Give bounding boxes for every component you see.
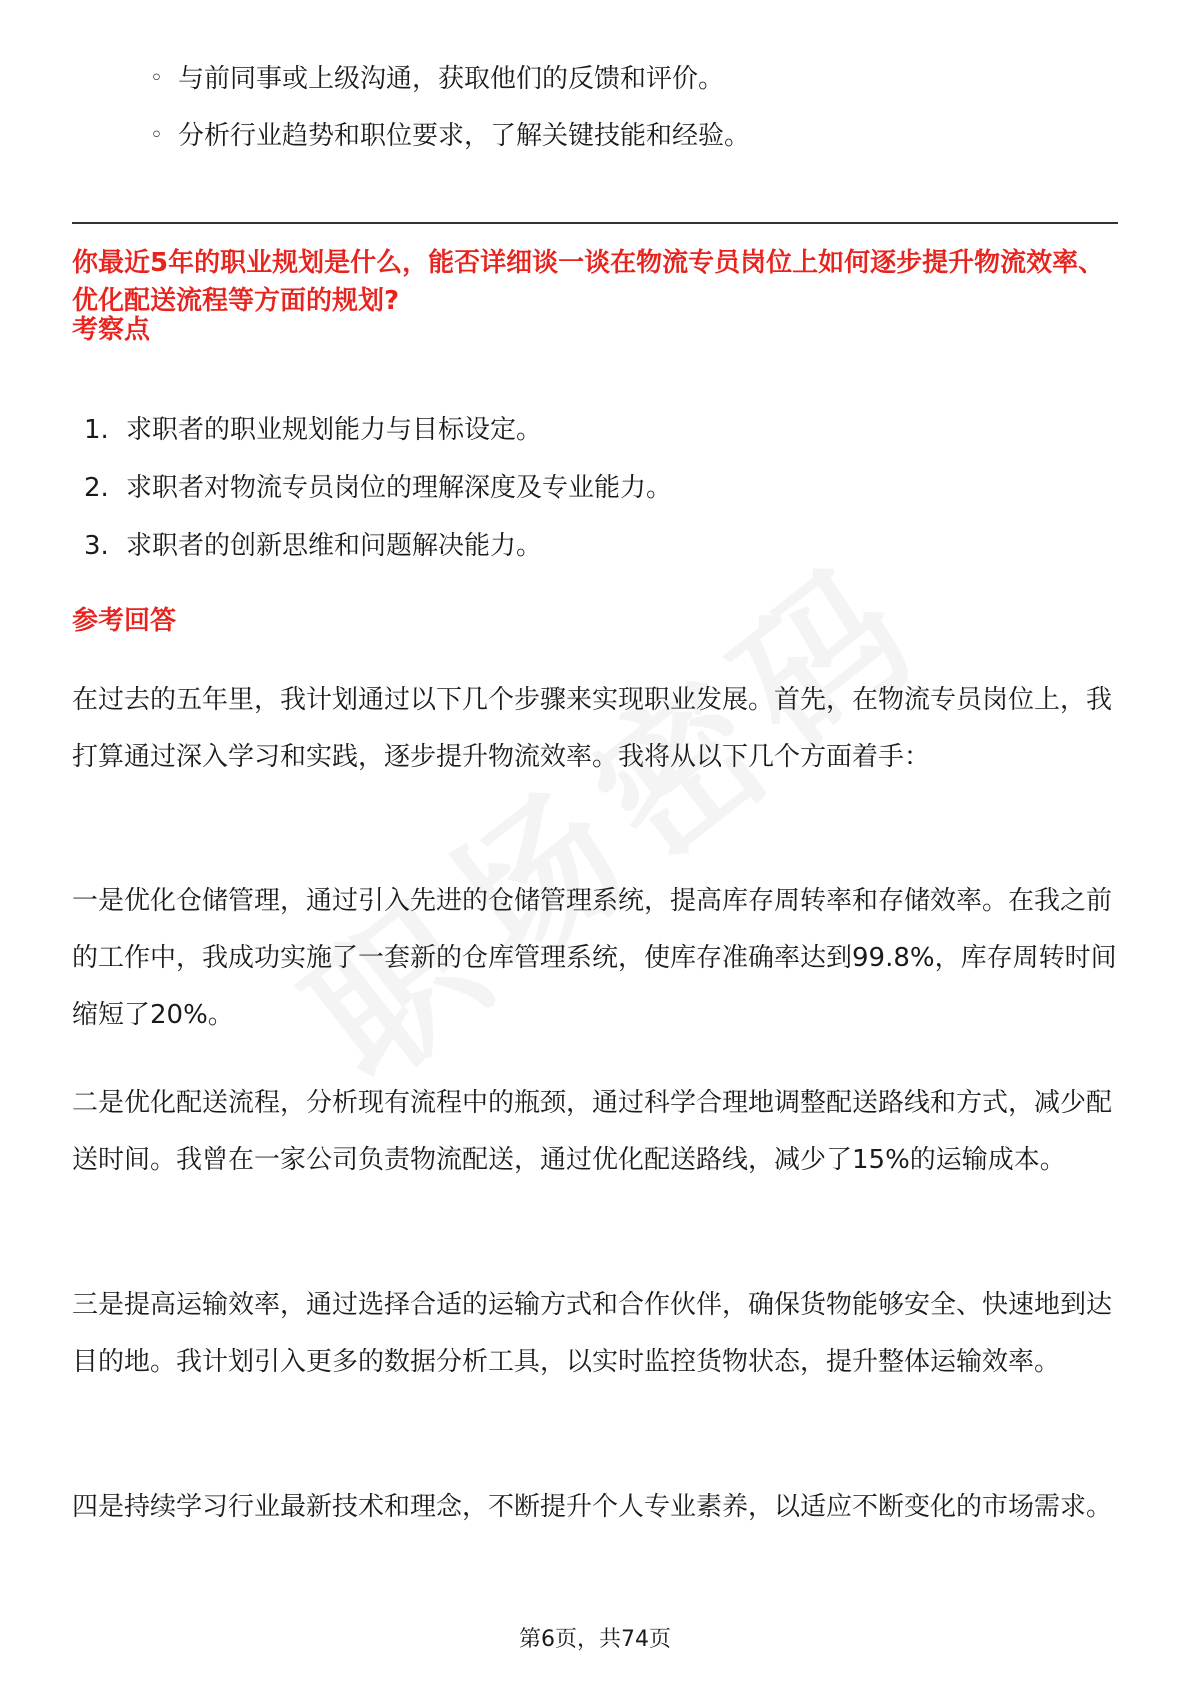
answer-paragraph: 一是优化仓储管理，通过引入先进的仓储管理系统，提高库存周转率和存储效率。在我之前的工作中，我成功实施了一套新的仓库管理系统，使库存准确率达到99.8%，库存周转时间缩短了20%。 [72,886,1117,1030]
section-heading-answer: 参考回答 [72,606,177,636]
bullet-marker-icon: ◦ [150,66,163,91]
answer-paragraph: 二是优化配送流程，分析现有流程中的瓶颈，通过科学合理地调整配送路线和方式，减少配送时间。我曾在一家公司负责物流配送，通过优化配送路线，减少了15%的运输成本。 [72,1088,1113,1175]
list-item [150,119,1110,153]
section-heading-points: 考察点 [72,315,151,345]
list-item-text: 求职者的职业规划能力与目标设定。 [126,415,543,445]
list-number: 3. [84,531,109,561]
bullet-list [150,62,1110,176]
list-number: 1. [84,415,109,445]
divider [72,222,1118,224]
list-item [84,413,672,447]
numbered-list [84,413,672,587]
list-item [84,529,672,563]
list-item-text: 求职者对物流专员岗位的理解深度及专业能力。 [126,473,673,503]
question-heading: 你最近5年的职业规划是什么，能否详细谈一谈在物流专员岗位上如何逐步提升物流效率、优化配送流程等方面的规划? [72,248,1105,316]
answer-paragraph: 在过去的五年里，我计划通过以下几个步骤来实现职业发展。首先，在物流专员岗位上，我打算通过深入学习和实践，逐步提升物流效率。我将从以下几个方面着手： [72,685,1113,772]
list-item [150,62,1110,96]
list-item-text: 与前同事或上级沟通，获取他们的反馈和评价。 [178,64,725,94]
list-item [84,471,672,505]
list-item-text: 求职者的创新思维和问题解决能力。 [126,531,543,561]
list-item-text: 分析行业趋势和职位要求，了解关键技能和经验。 [178,121,751,151]
page-number: 第6页，共74页 [519,1627,671,1652]
answer-paragraph: 四是持续学习行业最新技术和理念，不断提升个人专业素养，以适应不断变化的市场需求。 [72,1492,1113,1522]
list-number: 2. [84,473,109,503]
bullet-marker-icon: ◦ [150,123,163,148]
answer-paragraph: 三是提高运输效率，通过选择合适的运输方式和合作伙伴，确保货物能够安全、快速地到达目的地。我计划引入更多的数据分析工具，以实时监控货物状态，提升整体运输效率。 [72,1290,1113,1377]
